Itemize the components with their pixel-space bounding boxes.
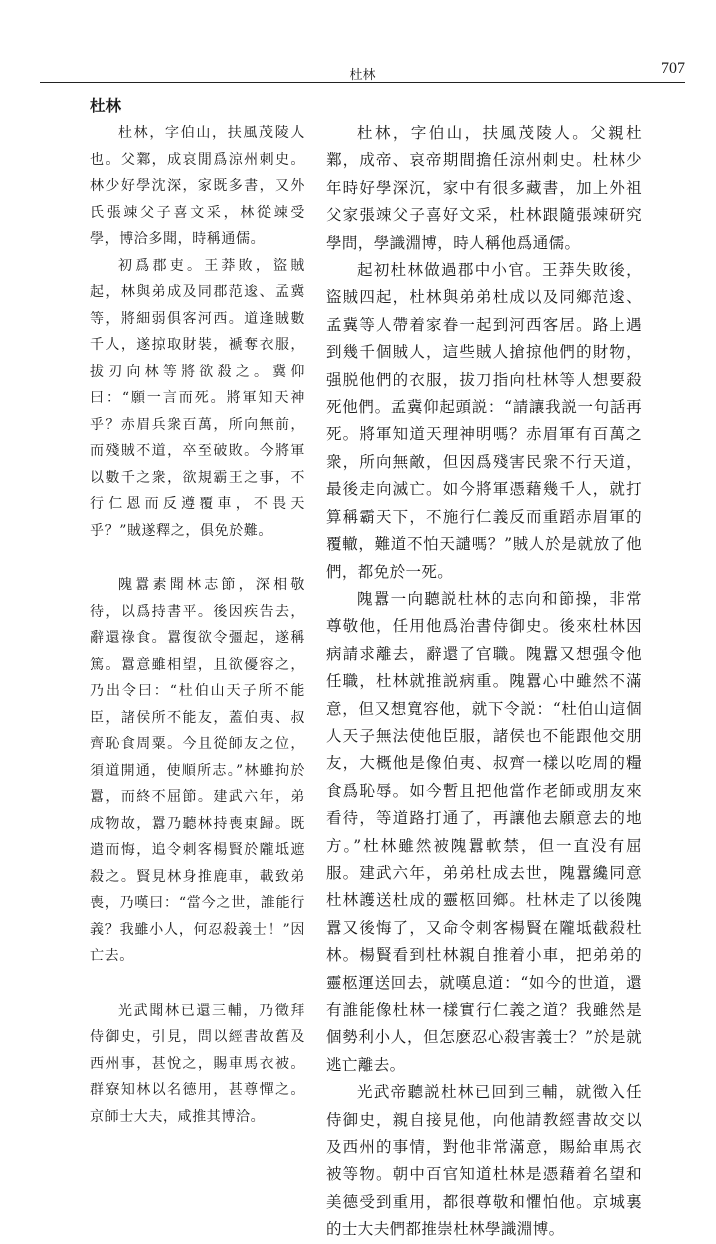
running-title: 杜林 (349, 68, 376, 83)
page-header (40, 58, 685, 82)
original-paragraph: 初爲郡吏。王莽敗，盜賊起，林與弟成及同郡范逡、孟冀等，將細弱俱客河西。道逢賊數千人，遂掠取財裝，褫奪衣服，拔刃向林等將欲殺之。冀仰曰：“願一言而死。將軍知天神乎？赤眉兵衆百萬，所向無前，而殘賊不道，卒至破敗。今將軍以數千之衆，欲規霸王之事，不行仁恩而反遵覆車，不畏天乎？”賊遂釋之，俱免於難。 (90, 257, 305, 539)
original-paragraph: 光武聞林已還三輔，乃徵拜侍御史，引見，問以經書故舊及西州事，甚悅之，賜車馬衣被。群寮知林以名德用，甚尊憚之。京師士大夫，咸推其博洽。 (90, 1002, 305, 1125)
original-paragraph: 隗囂素聞林志節，深相敬待，以爲持書平。後因疾告去，辭還祿食。囂復欲令彊起，遂稱篤。囂意雖相望，且欲優容之，乃出令曰：“杜伯山天子所不能臣，諸侯所不能友，蓋伯夷、叔齊恥食周粟。今且從師友之位，須道開通，使順所志。”林雖拘於囂，而終不屈節。建武六年，弟成物故，囂乃聽林持喪東歸。既遣而悔，追令刺客楊賢於隴坻遮殺之。賢見林身推鹿車，載致弟喪，乃嘆曰：“當今之世，誰能行義？我雖小人，何忍殺義士！”因亡去。 (90, 577, 305, 964)
translation-paragraph: 起初杜林做過郡中小官。王莽失敗後，盜賊四起，杜林與弟弟杜成以及同鄉范逡、孟冀等人帶着家眷一起到河西客居。路上遇到幾千個賊人，這些賊人搶掠他們的財物，强脱他們的衣服，拔刀指向杜林等人想要殺死他們。孟冀仰起頭説：“請讓我説一句話再死。將軍知道天理神明嗎？赤眉軍有百萬之衆，所向無敵，但因爲殘害民衆不行天道，最後走向滅亡。如今將軍憑藉幾千人，就打算稱霸天下，不施行仁義反而重蹈赤眉軍的覆轍，難道不怕天譴嗎？”賊人於是就放了他們，都免於一死。 (326, 261, 642, 581)
translation-paragraph: 光武帝聽説杜林已回到三輔，就徵入任侍御史，親自接見他，向他請教經書故交以及西州的事情，對他非常滿意，賜給車馬衣被等物。朝中百官知道杜林是憑藉着名望和美德受到重用，都很尊敬和懼怕他。京城裏的士大夫們都推崇杜林學識淵博。 (326, 1083, 642, 1239)
section-heading: 杜林 (90, 96, 122, 115)
original-text-column (90, 92, 305, 1130)
translation-text-column (326, 92, 642, 1244)
page-number: 707 (661, 60, 685, 77)
translation-paragraph: 杜林，字伯山，扶風茂陵人。父親杜鄴，成帝、哀帝期間擔任涼州刺史。杜林少年時好學深沉，家中有很多藏書，加上外祖父家張竦父子喜好文采，杜林跟隨張竦研究學問，學識淵博，時人稱他爲通儒。 (326, 124, 642, 252)
original-paragraph: 杜林，字伯山，扶風茂陵人也。父鄴，成哀閒爲涼州刺史。林少好學沈深，家既多書，又外氏張竦父子喜文采，林從竦受學，博洽多聞，時稱通儒。 (90, 125, 305, 247)
translation-paragraph: 隗囂一向聽説杜林的志向和節操，非常尊敬他，任用他爲治書侍御史。後來杜林因病請求離去，辭還了官職。隗囂又想强令他任職，杜林就推説病重。隗囂心中雖然不滿意，但又想寬容他，就下令説：“杜伯山這個人天子無法使他臣服，諸侯也不能跟他交朋友，大概他是像伯夷、叔齊一樣以吃周的糧食爲恥辱。如今暫且把他當作老師或朋友來看待，等道路打通了，再讓他去願意去的地方。”杜林雖然被隗囂軟禁，但一直没有屈服。建武六年，弟弟杜成去世，隗囂纔同意杜林護送杜成的靈柩回鄉。杜林走了以後隗囂又後悔了，又命令刺客楊賢在隴坻截殺杜林。楊賢看到杜林親自推着小車，把弟弟的靈柩運送回去，就嘆息道：“如今的世道，還有誰能像杜林一樣實行仁義之道？我雖然是個勢利小人，但怎麽忍心殺害義士？”於是就逃亡離去。 (326, 589, 642, 1074)
header-divider (40, 82, 685, 83)
